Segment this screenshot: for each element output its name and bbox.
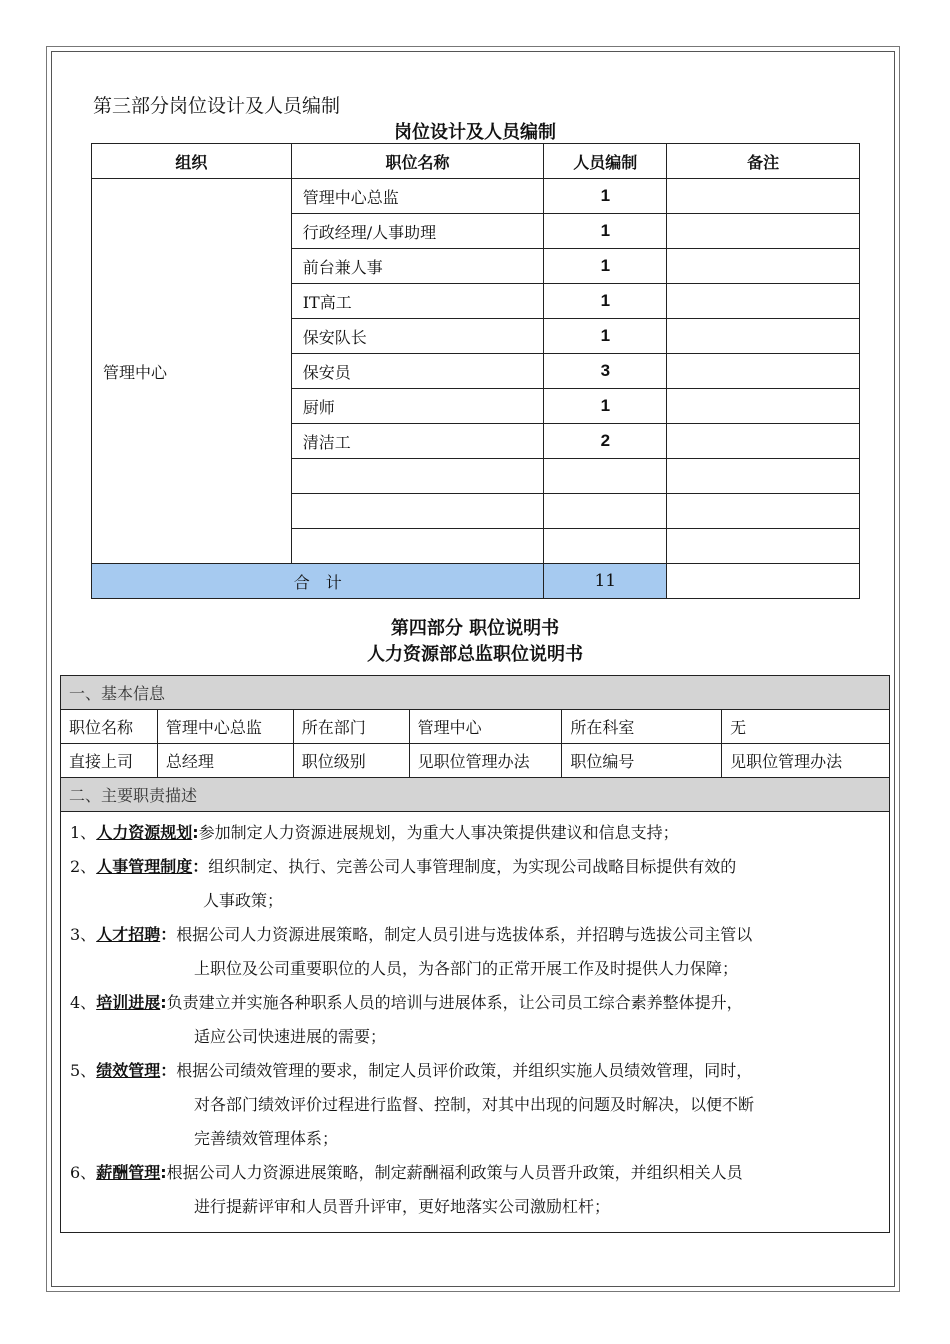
position-cell: 保安队长 <box>291 319 544 354</box>
note-cell <box>667 319 860 354</box>
duty-number: 3、 <box>70 925 97 944</box>
duties-header-row <box>61 778 890 812</box>
duty-lead <box>70 1163 167 1182</box>
count-cell: 1 <box>544 319 667 354</box>
note-cell <box>667 459 860 494</box>
count-cell: 3 <box>544 354 667 389</box>
duty-keyword: 绩效管理 <box>96 1061 161 1080</box>
position-cell: 清洁工 <box>291 424 544 459</box>
duty-lead <box>70 857 208 876</box>
duty-lead <box>70 1061 176 1080</box>
duty-number: 1、 <box>70 823 97 842</box>
cell: 无 <box>722 710 890 744</box>
total-row <box>92 564 860 599</box>
note-cell <box>667 179 860 214</box>
duty-keyword: 人力资源规划 <box>96 823 193 842</box>
duties-row <box>61 812 890 1233</box>
basic-info-header: 一、基本信息 <box>61 676 890 710</box>
duty-number: 5、 <box>70 1061 97 1080</box>
position-cell: IT高工 <box>291 284 544 319</box>
staff-table <box>91 143 860 599</box>
position-cell: 保安员 <box>291 354 544 389</box>
note-cell <box>667 249 860 284</box>
count-cell <box>544 529 667 564</box>
duty-lead <box>70 993 167 1012</box>
duty-continuation: 适应公司快速进展的需要； <box>194 1027 387 1046</box>
position-cell: 厨师 <box>291 389 544 424</box>
staff-row <box>92 179 860 214</box>
duty-item <box>70 918 889 986</box>
position-cell: 行政经理/人事助理 <box>291 214 544 249</box>
header-org: 组织 <box>92 144 292 179</box>
position-cell <box>291 529 544 564</box>
cell: 职位级别 <box>293 744 409 778</box>
duty-text: 根据公司人力资源进展策略，制定人员引进与选拔体系，并招聘与选拔公司主管以 <box>176 925 753 944</box>
position-cell <box>291 494 544 529</box>
count-cell: 1 <box>544 284 667 319</box>
duty-colon: : <box>160 993 167 1012</box>
cell: 总经理 <box>157 744 293 778</box>
duty-lead <box>70 925 176 944</box>
note-cell <box>667 494 860 529</box>
duty-item <box>70 986 889 1054</box>
duty-colon: ： <box>192 857 209 876</box>
duty-keyword: 人才招聘 <box>96 925 161 944</box>
cell: 直接上司 <box>61 744 158 778</box>
duties-header: 二、主要职责描述 <box>61 778 890 812</box>
duty-continuation: 上职位及公司重要职位的人员，为各部门的正常开展工作及时提供人力保障； <box>194 959 739 978</box>
note-cell <box>667 354 860 389</box>
duty-number: 4、 <box>70 993 97 1012</box>
cell: 职位编号 <box>562 744 722 778</box>
basic-info-header-row <box>61 676 890 710</box>
duty-keyword: 薪酬管理 <box>96 1163 161 1182</box>
count-cell: 2 <box>544 424 667 459</box>
duty-item <box>70 816 889 850</box>
header-count: 人员编制 <box>544 144 667 179</box>
duty-colon: ： <box>160 925 177 944</box>
duty-text: 根据公司人力资源进展策略，制定薪酬福利政策与人员晋升政策，并组织相关人员 <box>166 1163 743 1182</box>
header-position: 职位名称 <box>291 144 544 179</box>
duty-number: 2、 <box>70 857 97 876</box>
duty-continuation: 进行提薪评审和人员晋升评审，更好地落实公司激励杠杆； <box>194 1197 611 1216</box>
note-cell <box>667 389 860 424</box>
note-cell <box>667 214 860 249</box>
duties-list <box>61 812 890 1233</box>
section3-title: 第三部分岗位设计及人员编制 <box>93 95 341 117</box>
cell: 管理中心总监 <box>157 710 293 744</box>
cell: 见职位管理办法 <box>722 744 890 778</box>
position-cell <box>291 459 544 494</box>
duty-colon: ： <box>160 1061 177 1080</box>
count-cell: 1 <box>544 214 667 249</box>
staff-header-row <box>92 144 860 179</box>
duty-text: 根据公司绩效管理的要求，制定人员评价政策，并组织实施人员绩效管理，同时， <box>176 1061 753 1080</box>
count-cell <box>544 494 667 529</box>
duty-item <box>70 1156 889 1224</box>
count-cell: 1 <box>544 179 667 214</box>
duty-number: 6、 <box>70 1163 97 1182</box>
duty-text: 参加制定人力资源进展规划，为重大人事决策提供建议和信息支持； <box>198 823 679 842</box>
count-cell <box>544 459 667 494</box>
basic-info-row-2 <box>61 744 890 778</box>
duty-text: 组织制定、执行、完善公司人事管理制度，为实现公司战略目标提供有效的 <box>208 857 737 876</box>
duty-colon: : <box>160 1163 167 1182</box>
note-cell <box>667 529 860 564</box>
total-value: 11 <box>544 564 667 599</box>
total-note <box>667 564 860 599</box>
staff-table-title: 岗位设计及人员编制 <box>394 122 556 143</box>
basic-info-row-1 <box>61 710 890 744</box>
duty-continuation: 完善绩效管理体系； <box>194 1129 339 1148</box>
header-note: 备注 <box>667 144 860 179</box>
duty-keyword: 培训进展 <box>96 993 161 1012</box>
duty-continuation: 人事政策； <box>203 891 284 910</box>
duty-lead <box>70 823 199 842</box>
cell: 所在部门 <box>293 710 409 744</box>
duty-colon: : <box>192 823 199 842</box>
position-cell: 前台兼人事 <box>291 249 544 284</box>
cell: 职位名称 <box>61 710 158 744</box>
duty-continuation: 对各部门绩效评价过程进行监督、控制，对其中出现的问题及时解决，以便不断 <box>194 1095 755 1114</box>
duty-item <box>70 1054 889 1156</box>
count-cell: 1 <box>544 389 667 424</box>
job-description-table <box>60 675 890 1233</box>
note-cell <box>667 424 860 459</box>
position-cell: 管理中心总监 <box>291 179 544 214</box>
org-cell: 管理中心 <box>92 179 292 564</box>
cell: 管理中心 <box>409 710 562 744</box>
note-cell <box>667 284 860 319</box>
cell: 所在科室 <box>562 710 722 744</box>
duty-keyword: 人事管理制度 <box>96 857 193 876</box>
cell: 见职位管理办法 <box>409 744 562 778</box>
total-label: 合 计 <box>92 564 544 599</box>
section4-title: 第四部分 职位说明书 <box>390 618 560 639</box>
duty-item <box>70 850 889 918</box>
count-cell: 1 <box>544 249 667 284</box>
jd-title: 人力资源部总监职位说明书 <box>367 644 583 665</box>
duty-text: 负责建立并实施各种职系人员的培训与进展体系，让公司员工综合素养整体提升， <box>166 993 743 1012</box>
